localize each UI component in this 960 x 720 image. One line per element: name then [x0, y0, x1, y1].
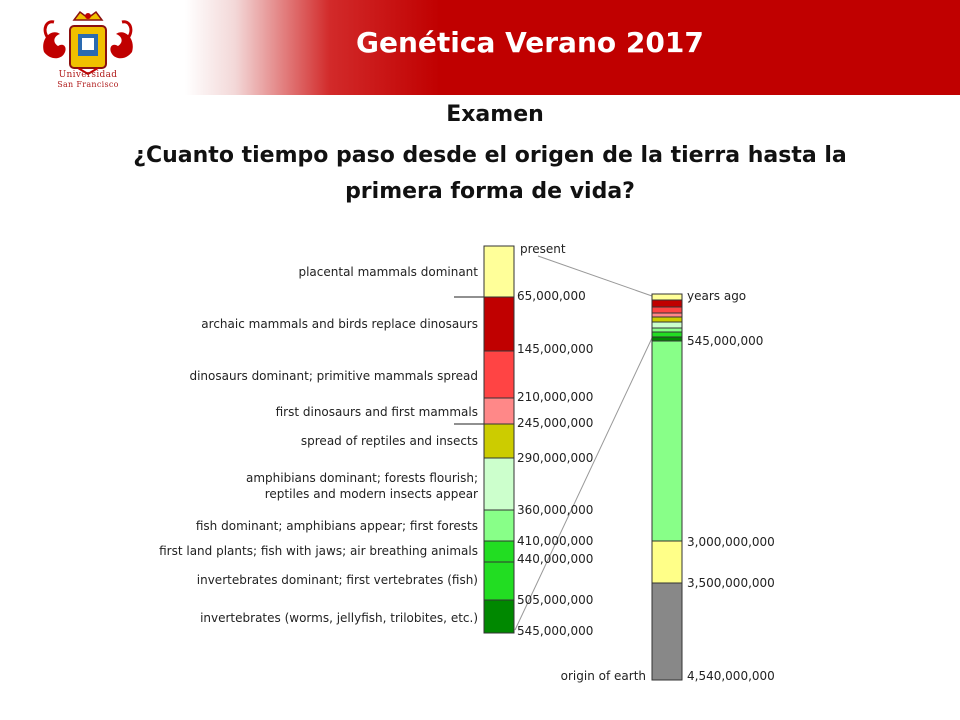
- era-bar-invertebrates: [484, 600, 514, 633]
- right-seg-recent-1: [652, 294, 682, 300]
- right-seg-recent-7: [652, 328, 682, 332]
- era-label-first-dinosaurs: first dinosaurs and first mammals: [275, 405, 478, 419]
- right-seg-early-life: [652, 541, 682, 583]
- boundary-label: 360,000,000: [517, 503, 594, 517]
- right-boundary-label: 3,500,000,000: [687, 576, 775, 590]
- right-seg-recent-6: [652, 322, 682, 328]
- era-bar-land-plants: [484, 541, 514, 562]
- boundary-label: 245,000,000: [517, 416, 594, 430]
- era-label-archaic-mammals: archaic mammals and birds replace dinosaurs: [201, 317, 478, 331]
- boundary-label: 290,000,000: [517, 451, 594, 465]
- era-bar-fish-dominant: [484, 510, 514, 541]
- question-text: ¿Cuanto tiempo paso desde el origen de la tierra hasta la primera forma de vida?: [133, 143, 847, 204]
- era-label-amphibians-line1: amphibians dominant; forests flourish;: [245, 471, 478, 485]
- era-bar-archaic-mammals: [484, 297, 514, 351]
- right-boundary-label: 4,540,000,000: [687, 669, 775, 683]
- right-boundary-label: 545,000,000: [687, 334, 764, 348]
- era-label-first-vertebrates: invertebrates dominant; first vertebrates (fish): [196, 573, 478, 587]
- right-seg-recent-9: [652, 337, 682, 341]
- era-bar-first-vertebrates: [484, 562, 514, 600]
- right-seg-recent-4: [652, 313, 682, 317]
- era-bar-dinosaurs-dominant: [484, 351, 514, 398]
- logo-line-1: Universidad: [58, 70, 118, 80]
- era-bar-placental-mammals: [484, 246, 514, 297]
- right-top-label: years ago: [687, 289, 747, 303]
- era-bar-amphibians-dominant: [484, 458, 514, 510]
- right-column: [652, 294, 682, 680]
- right-seg-recent-2: [652, 300, 682, 307]
- era-label-reptiles-insects: spread of reptiles and insects: [300, 434, 478, 448]
- right-seg-origin: [652, 583, 682, 680]
- origin-of-earth-label: origin of earth: [560, 669, 646, 683]
- boundary-label: 145,000,000: [517, 342, 594, 356]
- left-top-label: present: [520, 242, 566, 256]
- right-seg-precambrian-life: [652, 341, 682, 541]
- right-seg-recent-8: [652, 332, 682, 337]
- page-title: Genética Verano 2017: [356, 26, 704, 59]
- boundary-label: 505,000,000: [517, 593, 594, 607]
- boundary-label: 65,000,000: [517, 289, 586, 303]
- era-label-dinosaurs-dominant: dinosaurs dominant; primitive mammals spread: [189, 369, 478, 383]
- boundary-label: 440,000,000: [517, 552, 594, 566]
- era-label-placental-mammals: placental mammals dominant: [298, 265, 478, 279]
- right-seg-recent-5: [652, 317, 682, 322]
- era-label-land-plants: first land plants; fish with jaws; air breathing animals: [159, 544, 478, 558]
- era-bar-first-dinosaurs: [484, 398, 514, 424]
- connector-line-bottom: [515, 338, 652, 630]
- era-bar-reptiles-insects: [484, 424, 514, 458]
- era-label-invertebrates: invertebrates (worms, jellyfish, trilobites, etc.): [200, 611, 478, 625]
- boundary-label: 210,000,000: [517, 390, 594, 404]
- boundary-label: 545,000,000: [517, 624, 594, 638]
- boundary-label: 410,000,000: [517, 534, 594, 548]
- era-label-fish-dominant: fish dominant; amphibians appear; first forests: [195, 519, 478, 533]
- right-seg-recent-3: [652, 307, 682, 313]
- right-boundary-label: 3,000,000,000: [687, 535, 775, 549]
- logo-line-2: San Francisco: [57, 80, 119, 89]
- left-column: [484, 246, 514, 633]
- exam-heading: Examen: [446, 102, 544, 127]
- era-label-amphibians-line2: reptiles and modern insects appear: [264, 487, 478, 501]
